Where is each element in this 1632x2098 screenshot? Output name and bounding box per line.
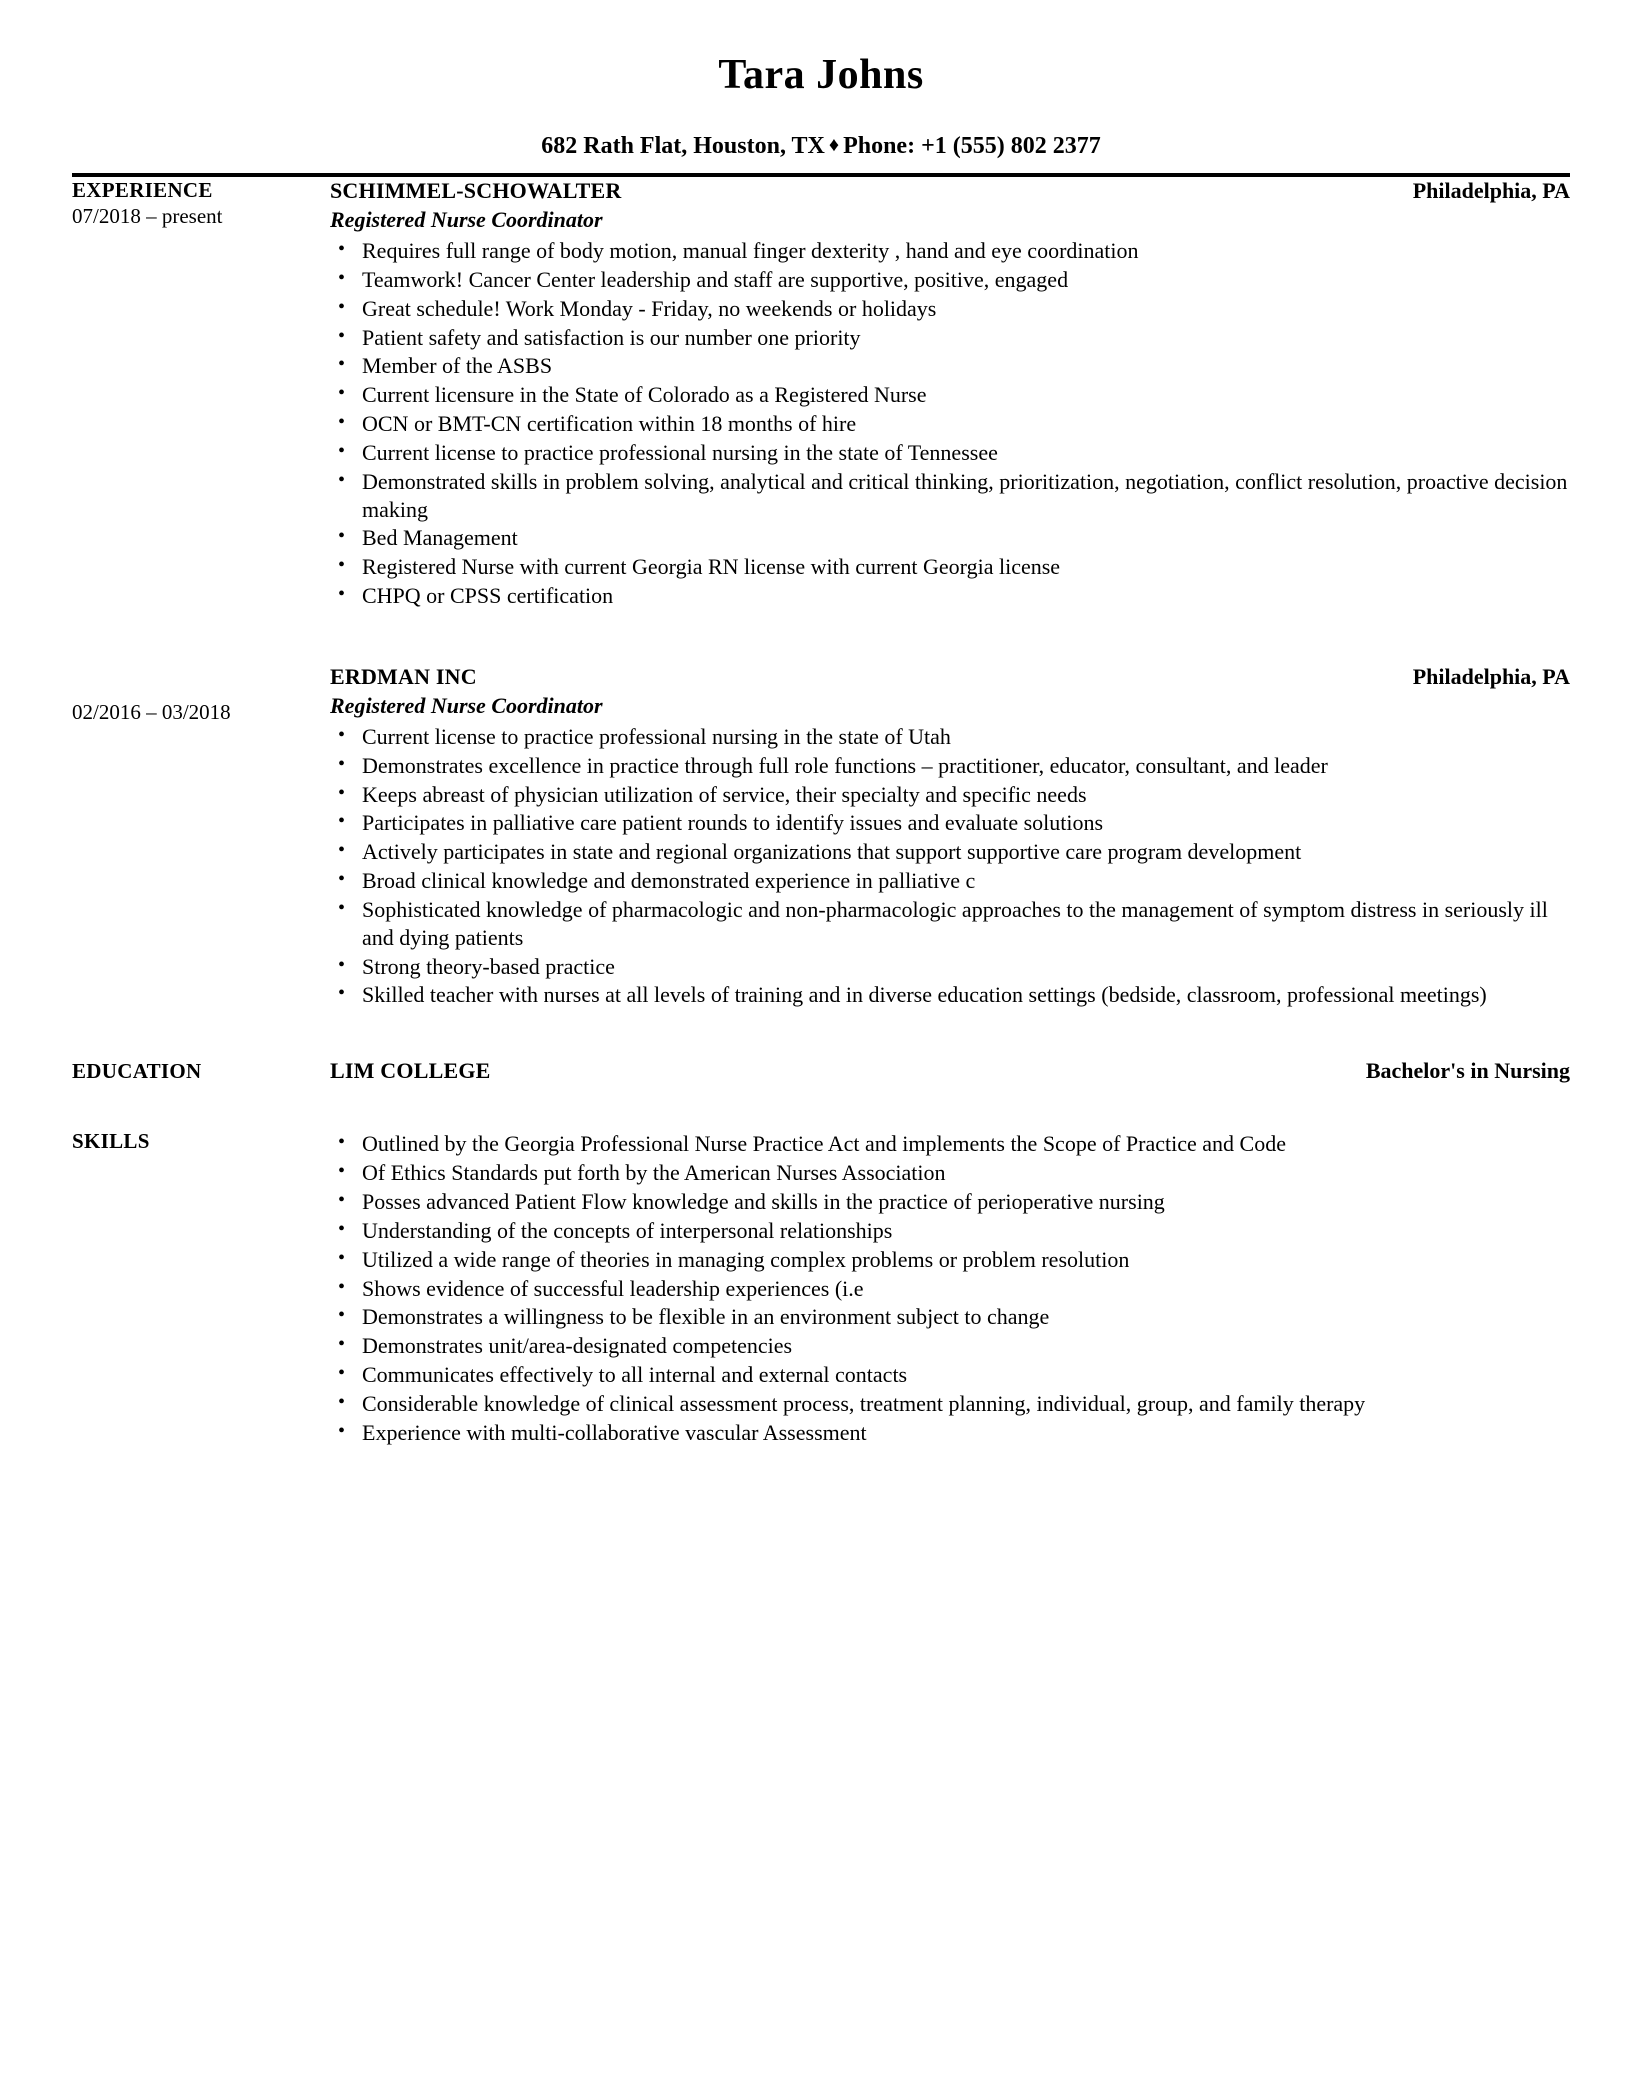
list-item: • Member of the ASBS (330, 352, 1570, 380)
list-item: • Utilized a wide range of theories in managing complex problems or problem resolution (330, 1246, 1570, 1274)
job-location: Philadelphia, PA (1412, 177, 1570, 203)
education-entry (330, 1058, 1570, 1084)
experience-entry (72, 663, 1570, 1010)
skills-right-column (330, 1128, 1570, 1447)
list-item: • Considerable knowledge of clinical assessment process, treatment planning, individual, group, and family therapy (330, 1390, 1570, 1418)
list-item: • Posses advanced Patient Flow knowledge and skills in the practice of perioperative nursing (330, 1188, 1570, 1216)
spacer (72, 1084, 1570, 1128)
experience-entry (72, 177, 1570, 611)
list-item: • Demonstrated skills in problem solving, analytical and critical thinking, prioritization, negotiation, conflict resolution, proactive decision making (330, 468, 1570, 524)
experience-left-column (72, 663, 330, 726)
list-item: • Of Ethics Standards put forth by the American Nurses Association (330, 1159, 1570, 1187)
list-item: • CHPQ or CPSS certification (330, 582, 1570, 610)
list-item: • Keeps abreast of physician utilization of service, their specialty and specific needs (330, 781, 1570, 809)
list-item: • Experience with multi-collaborative vascular Assessment (330, 1419, 1570, 1447)
job-header (330, 663, 1570, 691)
section-label-experience: EXPERIENCE (72, 177, 213, 202)
list-item: • Understanding of the concepts of interpersonal relationships (330, 1217, 1570, 1245)
list-item: • Communicates effectively to all internal and external contacts (330, 1361, 1570, 1389)
job-responsibilities-list (330, 237, 1570, 610)
list-item: • Broad clinical knowledge and demonstrated experience in palliative c (330, 867, 1570, 895)
experience-dates: 02/2016 – 03/2018 (72, 699, 231, 724)
skills-left-column (72, 1128, 330, 1154)
diamond-separator-icon: ♦ (828, 134, 840, 157)
list-item: • Strong theory-based practice (330, 953, 1570, 981)
address-text: 682 Rath Flat, Houston, TX (541, 133, 825, 160)
experience-right-column (330, 177, 1570, 611)
list-item: • OCN or BMT-CN certification within 18 months of hire (330, 410, 1570, 438)
contact-line (72, 132, 1570, 161)
spacer (72, 1010, 1570, 1058)
experience-left-column (72, 177, 330, 231)
list-item: • Shows evidence of successful leadership experiences (i.e (330, 1275, 1570, 1303)
list-item: • Current license to practice professional nursing in the state of Utah (330, 723, 1570, 751)
list-item: • Actively participates in state and regional organizations that support supportive care program development (330, 838, 1570, 866)
section-label-education: EDUCATION (72, 1059, 202, 1084)
school-name: LIM COLLEGE (330, 1058, 491, 1084)
list-item: • Demonstrates excellence in practice through full role functions – practitioner, educator, consultant, and leader (330, 752, 1570, 780)
degree-name: Bachelor's in Nursing (1365, 1058, 1570, 1084)
list-item: • Participates in palliative care patient rounds to identify issues and evaluate solutions (330, 809, 1570, 837)
job-title: Registered Nurse Coordinator (330, 207, 603, 233)
list-item: • Current licensure in the State of Colorado as a Registered Nurse (330, 381, 1570, 409)
education-left-column (72, 1058, 330, 1084)
employer-name: ERDMAN INC (330, 663, 477, 689)
list-item: • Patient safety and satisfaction is our number one priority (330, 324, 1570, 352)
list-item: • Skilled teacher with nurses at all levels of training and in diverse education settings (bedside, classroom, professional meetings) (330, 981, 1570, 1009)
list-item: • Outlined by the Georgia Professional Nurse Practice Act and implements the Scope of Practice and Code (330, 1130, 1570, 1158)
job-header (330, 177, 1570, 205)
list-item: • Teamwork! Cancer Center leadership and staff are supportive, positive, engaged (330, 266, 1570, 294)
list-item: • Sophisticated knowledge of pharmacologic and non-pharmacologic approaches to the management of symptom distress in seriously ill and dying patients (330, 896, 1570, 952)
list-item: • Registered Nurse with current Georgia RN license with current Georgia license (330, 553, 1570, 581)
section-label-skills: SKILLS (72, 1129, 150, 1154)
list-item: • Great schedule! Work Monday - Friday, no weekends or holidays (330, 295, 1570, 323)
experience-dates: 07/2018 – present (72, 204, 223, 229)
skills-list (330, 1130, 1570, 1446)
education-right-column (330, 1058, 1570, 1084)
resume-header (72, 52, 1570, 177)
experience-section (72, 177, 1570, 1010)
phone-text: Phone: +1 (555) 802 2377 (843, 133, 1101, 160)
candidate-name: Tara Johns (718, 52, 924, 98)
employer-name: SCHIMMEL-SCHOWALTER (330, 177, 622, 203)
job-title: Registered Nurse Coordinator (330, 693, 603, 719)
list-item: • Demonstrates a willingness to be flexible in an environment subject to change (330, 1303, 1570, 1331)
list-item: • Bed Management (330, 524, 1570, 552)
spacer (72, 611, 1570, 663)
list-item: • Requires full range of body motion, manual finger dexterity , hand and eye coordination (330, 237, 1570, 265)
experience-right-column (330, 663, 1570, 1010)
list-item: • Current license to practice professional nursing in the state of Tennessee (330, 439, 1570, 467)
education-section (72, 1058, 1570, 1084)
list-item: • Demonstrates unit/area-designated competencies (330, 1332, 1570, 1360)
skills-section (72, 1128, 1570, 1447)
job-responsibilities-list (330, 723, 1570, 1009)
job-location: Philadelphia, PA (1412, 663, 1570, 689)
